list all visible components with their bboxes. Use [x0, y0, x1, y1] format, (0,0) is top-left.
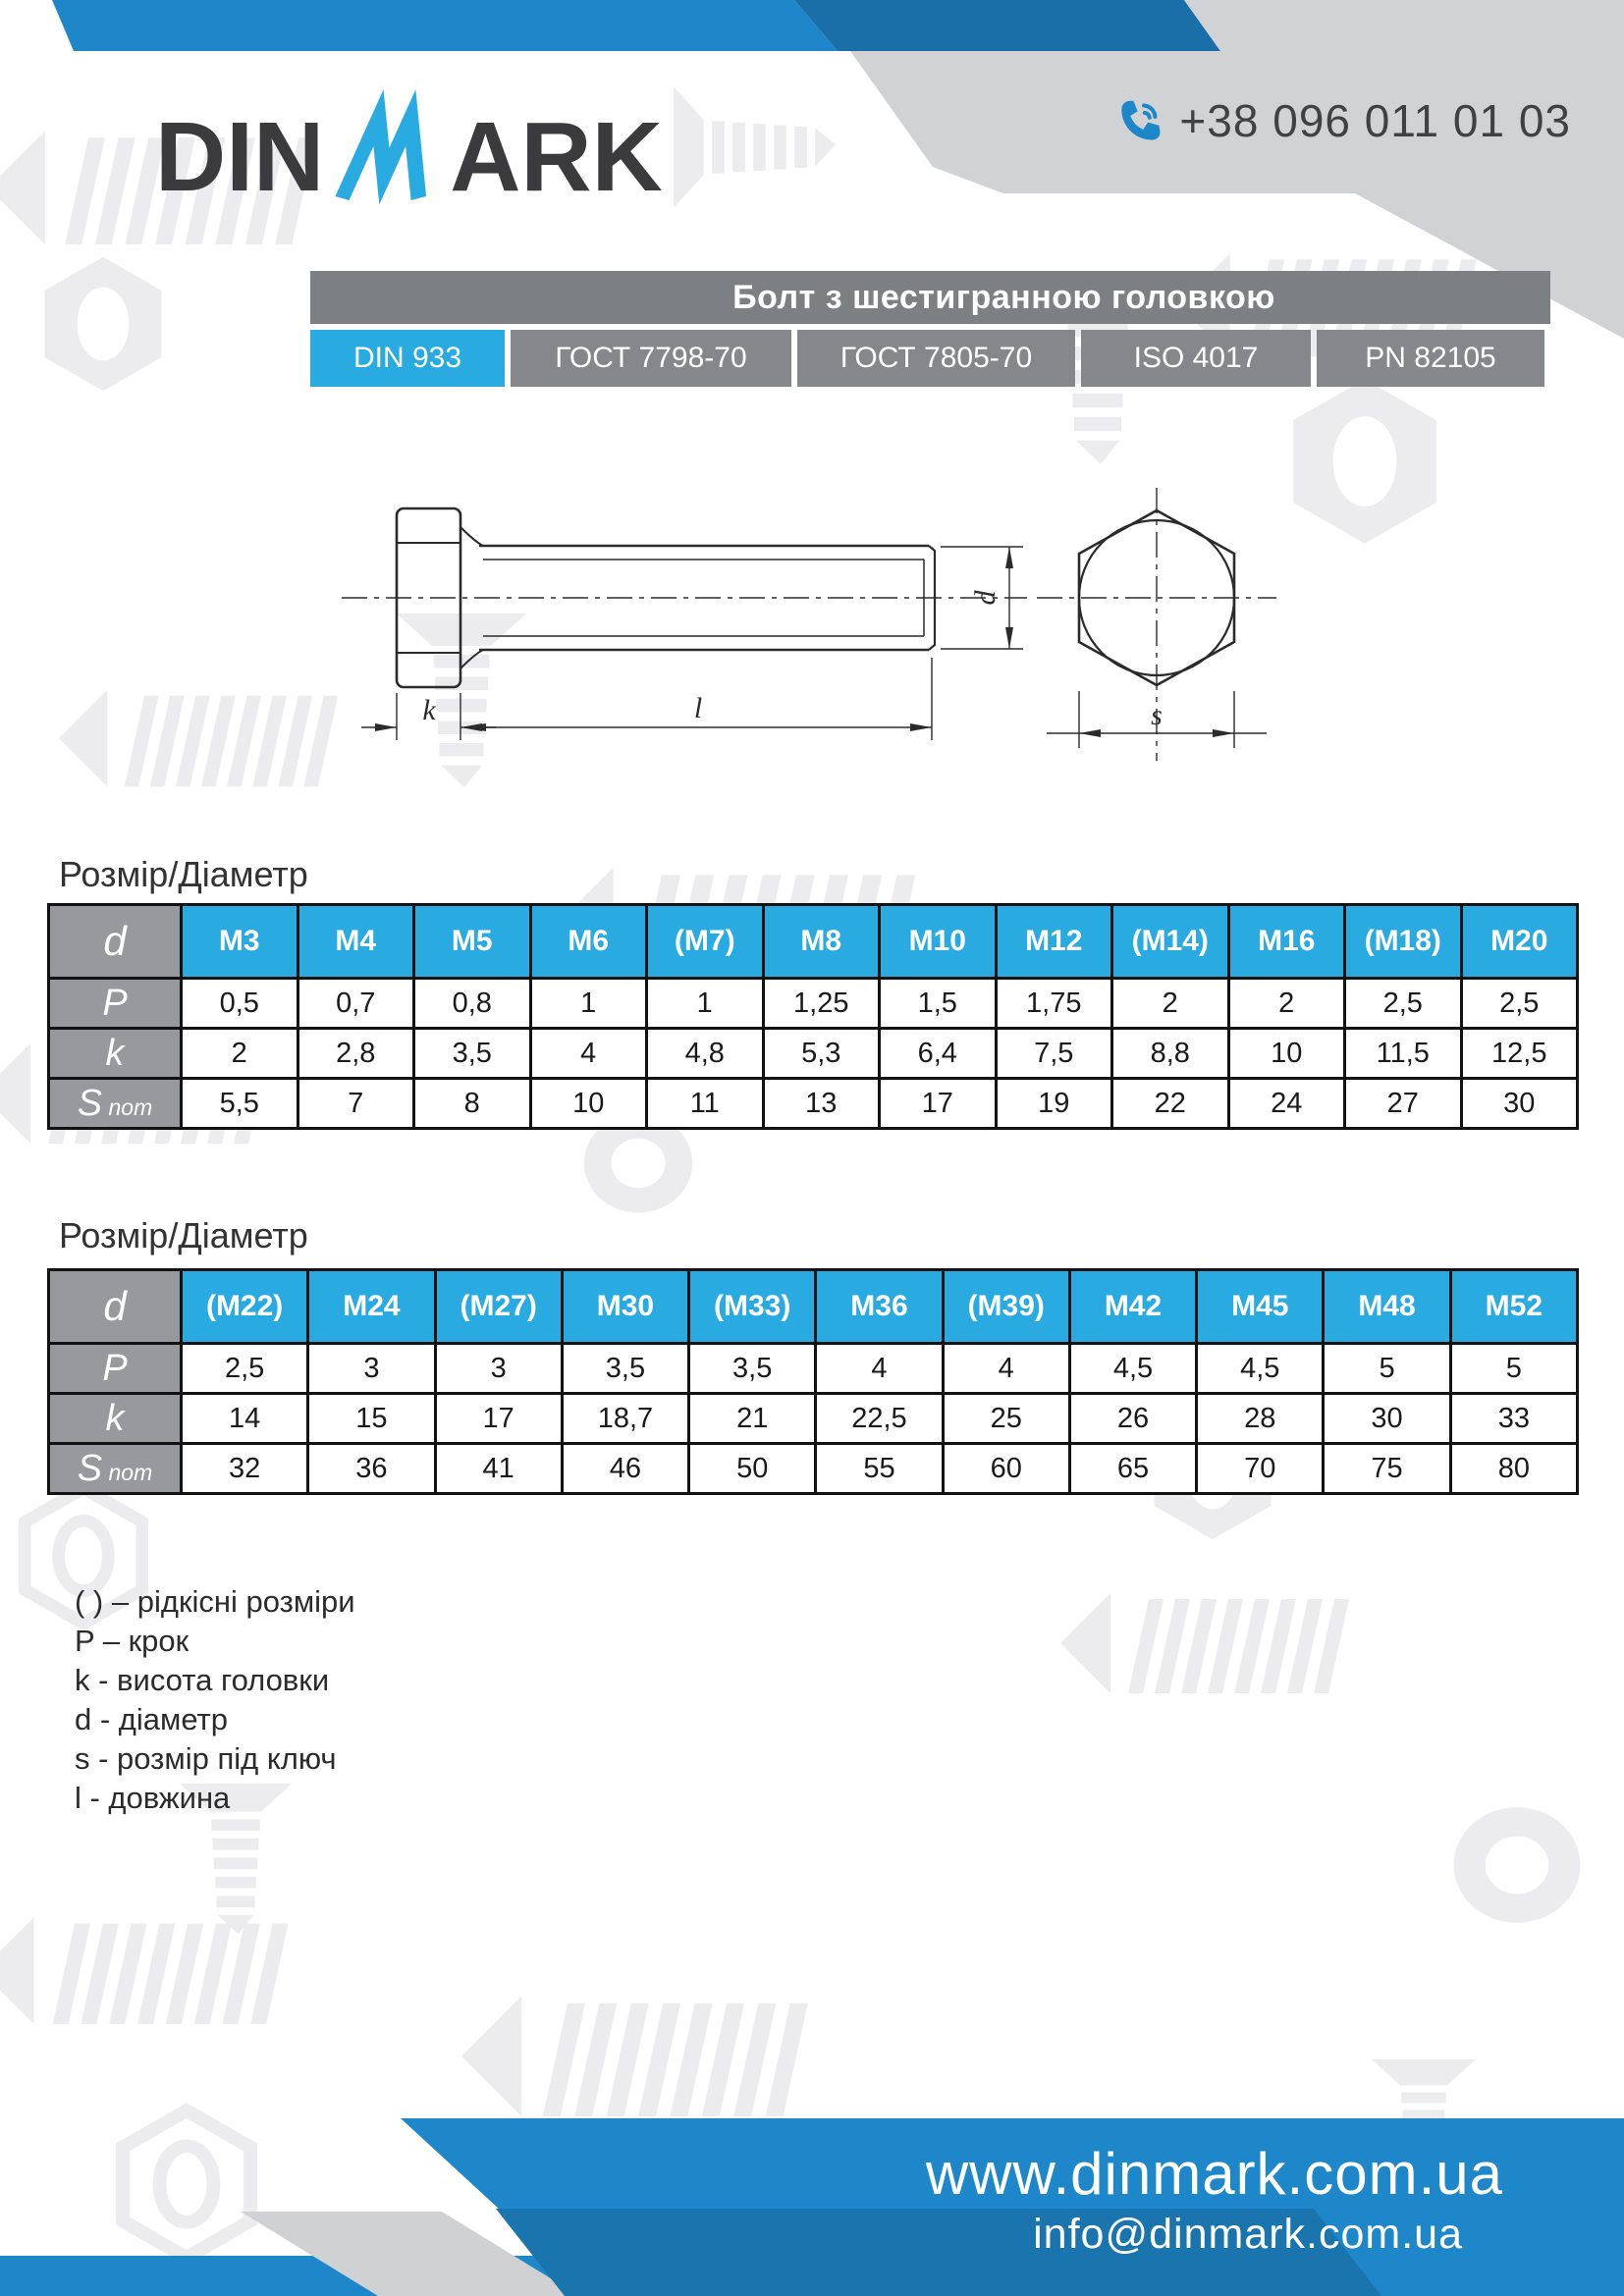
table-value-cell: 26 — [1069, 1394, 1196, 1444]
table-value-cell: 36 — [308, 1444, 435, 1494]
table-col-header: (M22) — [182, 1270, 308, 1344]
table-row-label — [49, 979, 182, 1029]
table-row-label — [49, 1394, 182, 1444]
table-value-cell: 13 — [763, 1079, 880, 1129]
table-col-header: M5 — [414, 905, 531, 979]
row-label-symbol: P — [102, 982, 128, 1024]
standard-label: ISO 4017 — [1133, 342, 1259, 374]
phone-contact[interactable] — [1041, 94, 1571, 147]
standard-din-933 — [310, 330, 505, 387]
table-row — [49, 979, 1578, 1029]
standard-label: ГОСТ 7805-70 — [839, 342, 1033, 374]
table-value-cell: 3,5 — [414, 1029, 531, 1079]
table-value-cell: 80 — [1450, 1444, 1577, 1494]
table-value-cell: 10 — [1228, 1029, 1345, 1079]
table-value-cell: 2 — [1228, 979, 1345, 1029]
table-col-header: M45 — [1197, 1270, 1324, 1344]
product-title: Болт з шестигранною головкою — [732, 278, 1275, 316]
row-label-symbol: P — [102, 1347, 128, 1389]
legend-line: ( ) – рідкісні розміри — [75, 1584, 355, 1619]
table-corner-label: d — [49, 905, 182, 979]
table-value-cell: 5 — [1450, 1344, 1577, 1394]
logo-text-ark: ARK — [450, 102, 663, 212]
table-value-cell: 1,25 — [763, 979, 880, 1029]
dim-label-d: d — [969, 590, 1001, 606]
footer-email[interactable]: info@dinmark.com.ua — [1033, 2211, 1463, 2258]
table-value-cell: 17 — [880, 1079, 997, 1129]
dimensions-table-1 — [47, 903, 1579, 1130]
legend-line: s - розмір під ключ — [75, 1741, 337, 1776]
table-row — [49, 1394, 1578, 1444]
table-value-cell: 2,5 — [182, 1344, 308, 1394]
product-title-bar — [310, 271, 1550, 324]
table-value-cell: 24 — [1228, 1079, 1345, 1129]
table-row-label — [49, 1079, 182, 1129]
table-value-cell: 4 — [530, 1029, 647, 1079]
table-value-cell: 11 — [647, 1079, 764, 1129]
table-col-header: M24 — [308, 1270, 435, 1344]
legend-line: l - довжина — [75, 1781, 231, 1815]
table-value-cell: 5 — [1324, 1344, 1450, 1394]
table-1-heading: Розмір/Діаметр — [59, 854, 308, 894]
dim-label-s: s — [1151, 699, 1163, 731]
table-corner-label: d — [49, 1270, 182, 1344]
table-value-cell: 22 — [1112, 1079, 1229, 1129]
table-value-cell: 1 — [647, 979, 764, 1029]
table-value-cell: 27 — [1345, 1079, 1462, 1129]
table-value-cell: 55 — [816, 1444, 943, 1494]
table-value-cell: 1,5 — [880, 979, 997, 1029]
table-value-cell: 2 — [1112, 979, 1229, 1029]
standard-гост-7798-70 — [511, 330, 791, 387]
table-value-cell: 32 — [182, 1444, 308, 1494]
table-value-cell: 15 — [308, 1394, 435, 1444]
standard-label: DIN 933 — [352, 342, 462, 374]
dimensions-table-2 — [47, 1268, 1579, 1495]
table-value-cell: 7,5 — [996, 1029, 1112, 1079]
table-value-cell: 3,5 — [689, 1344, 816, 1394]
table-value-cell: 33 — [1450, 1394, 1577, 1444]
table-col-header: (M14) — [1112, 905, 1229, 979]
table-value-cell: 4 — [943, 1344, 1069, 1394]
row-label-symbol: S — [77, 1447, 103, 1489]
table-value-cell: 46 — [562, 1444, 688, 1494]
table-col-header: M12 — [996, 905, 1112, 979]
table-value-cell: 19 — [996, 1079, 1112, 1129]
phone-number[interactable]: +38 096 011 01 03 — [1179, 95, 1571, 146]
table-value-cell: 1 — [530, 979, 647, 1029]
table-value-cell: 17 — [435, 1394, 562, 1444]
table-value-cell: 4 — [816, 1344, 943, 1394]
table-value-cell: 1,75 — [996, 979, 1112, 1029]
table-col-header: M20 — [1461, 905, 1578, 979]
table-col-header: M16 — [1228, 905, 1345, 979]
table-col-header: (M18) — [1345, 905, 1462, 979]
dim-label-l: l — [693, 692, 703, 724]
table-value-cell: 22,5 — [816, 1394, 943, 1444]
table-value-cell: 30 — [1461, 1079, 1578, 1129]
table-row — [49, 1029, 1578, 1079]
table-value-cell: 5,3 — [763, 1029, 880, 1079]
legend-line: d - діаметр — [75, 1702, 228, 1736]
logo-text-din: DIN — [155, 102, 325, 212]
table-col-header: M10 — [880, 905, 997, 979]
table-col-header: M52 — [1450, 1270, 1577, 1344]
table-value-cell: 0,8 — [414, 979, 531, 1029]
table-value-cell: 75 — [1324, 1444, 1450, 1494]
table-value-cell: 7 — [298, 1079, 414, 1129]
table-row — [49, 1079, 1578, 1129]
table-col-header: M48 — [1324, 1270, 1450, 1344]
table-value-cell: 5,5 — [182, 1079, 298, 1129]
table-col-header: M4 — [298, 905, 414, 979]
table-value-cell: 2,5 — [1345, 979, 1462, 1029]
phone-icon — [1114, 95, 1165, 146]
table-value-cell: 30 — [1324, 1394, 1450, 1444]
table-value-cell: 4,8 — [647, 1029, 764, 1079]
logo-m-glyph — [330, 114, 446, 198]
standard-pn-82105 — [1317, 330, 1544, 387]
table-value-cell: 2,8 — [298, 1029, 414, 1079]
row-label-subscript: nom — [102, 1459, 153, 1485]
table-value-cell: 4,5 — [1197, 1344, 1324, 1394]
table-value-cell: 25 — [943, 1394, 1069, 1444]
footer-website[interactable]: www.dinmark.com.ua — [925, 2141, 1503, 2207]
table-value-cell: 60 — [943, 1444, 1069, 1494]
table-col-header: (M39) — [943, 1270, 1069, 1344]
table-col-header: (M33) — [689, 1270, 816, 1344]
legend — [75, 1582, 355, 1818]
table-value-cell: 65 — [1069, 1444, 1196, 1494]
table-value-cell: 4,5 — [1069, 1344, 1196, 1394]
table-row — [49, 1444, 1578, 1494]
table-value-cell: 2,5 — [1461, 979, 1578, 1029]
table-value-cell: 11,5 — [1345, 1029, 1462, 1079]
row-label-subscript: nom — [102, 1094, 153, 1120]
table-value-cell: 3,5 — [562, 1344, 688, 1394]
table-value-cell: 41 — [435, 1444, 562, 1494]
table-col-header: M3 — [182, 905, 298, 979]
table-value-cell: 2 — [182, 1029, 298, 1079]
row-label-symbol: k — [105, 1397, 125, 1439]
brand-logo — [155, 102, 663, 212]
table-value-cell: 8,8 — [1112, 1029, 1229, 1079]
table-value-cell: 3 — [435, 1344, 562, 1394]
table-value-cell: 8 — [414, 1079, 531, 1129]
row-label-symbol: k — [105, 1032, 125, 1074]
table-value-cell: 12,5 — [1461, 1029, 1578, 1079]
standard-гост-7805-70 — [797, 330, 1075, 387]
legend-line: k - висота головки — [75, 1663, 330, 1697]
table-value-cell: 0,7 — [298, 979, 414, 1029]
standard-label: ГОСТ 7798-70 — [555, 342, 747, 374]
table-col-header: M42 — [1069, 1270, 1196, 1344]
table-col-header: (M7) — [647, 905, 764, 979]
table-value-cell: 10 — [530, 1079, 647, 1129]
table-value-cell: 6,4 — [880, 1029, 997, 1079]
table-value-cell: 28 — [1197, 1394, 1324, 1444]
table-value-cell: 14 — [182, 1394, 308, 1444]
legend-line: P – крок — [75, 1624, 189, 1658]
table-value-cell: 21 — [689, 1394, 816, 1444]
standards-row — [310, 330, 1550, 387]
dimension-arrows — [375, 547, 1234, 737]
table-value-cell: 50 — [689, 1444, 816, 1494]
table-col-header: (M27) — [435, 1270, 562, 1344]
dim-label-k: k — [422, 694, 436, 726]
table-value-cell: 70 — [1197, 1444, 1324, 1494]
table-2-heading: Розмір/Діаметр — [59, 1215, 308, 1255]
standard-iso-4017 — [1081, 330, 1311, 387]
row-label-symbol: S — [77, 1082, 103, 1124]
table-col-header: M30 — [562, 1270, 688, 1344]
table-col-header: M6 — [530, 905, 647, 979]
table-value-cell: 0,5 — [182, 979, 298, 1029]
table-row — [49, 1344, 1578, 1394]
table-value-cell: 3 — [308, 1344, 435, 1394]
table-col-header: M36 — [816, 1270, 943, 1344]
table-value-cell: 18,7 — [562, 1394, 688, 1444]
table-col-header: M8 — [763, 905, 880, 979]
table-row-label — [49, 1444, 182, 1494]
table-row-label — [49, 1344, 182, 1394]
table-row-label — [49, 1029, 182, 1079]
bolt-technical-drawing — [245, 471, 1335, 775]
standard-label: PN 82105 — [1365, 342, 1496, 374]
